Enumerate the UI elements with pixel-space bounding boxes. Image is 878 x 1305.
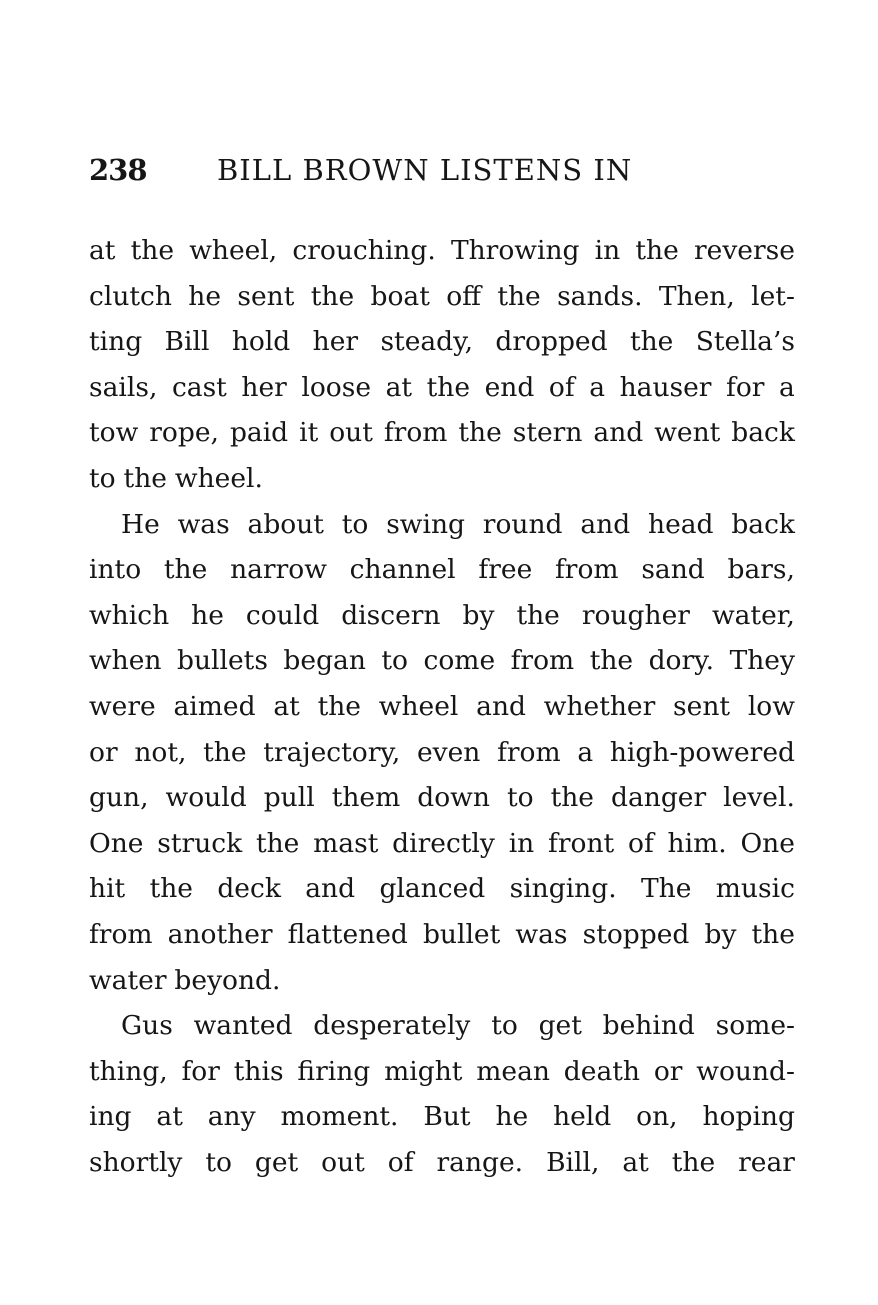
text-line: from another flattened bullet was stopped by the	[89, 918, 795, 950]
text-line: Gus wanted desperately to get behind some-	[121, 1010, 795, 1042]
text-line: which he could discern by the rougher water,	[89, 599, 795, 631]
text-line: at the wheel, crouching. Throwing in the reverse	[89, 235, 795, 266]
paragraph	[89, 502, 795, 1004]
text-line: One struck the mast directly in front of him. One	[89, 827, 795, 859]
body-text	[89, 228, 795, 1185]
text-line: to the wheel.	[89, 462, 263, 494]
paragraph	[89, 228, 795, 502]
paragraph	[89, 1003, 795, 1185]
text-line: thing, for this firing might mean death or wound-	[89, 1055, 795, 1087]
text-line: gun, would pull them down to the danger level.	[89, 782, 795, 814]
text-line: were aimed at the wheel and whether sent low	[89, 690, 795, 722]
page-number: 238	[89, 153, 147, 187]
text-line: water beyond.	[89, 964, 281, 996]
text-line: hit the deck and glanced singing. The music	[89, 873, 795, 905]
running-header	[89, 153, 795, 193]
text-line: sails, cast her loose at the end of a hauser for a	[89, 371, 795, 403]
text-line: clutch he sent the boat off the sands. Then, let-	[89, 280, 795, 312]
text-line: ting Bill hold her steady, dropped the Stella’s	[89, 326, 795, 358]
text-line: He was about to swing round and head back	[121, 508, 795, 540]
text-line: or not, the trajectory, even from a high-powered	[89, 736, 795, 768]
running-title: BILL BROWN LISTENS IN	[217, 153, 633, 187]
text-line: when bullets began to come from the dory. They	[89, 645, 795, 677]
text-line: tow rope, paid it out from the stern and went back	[89, 417, 795, 449]
text-line: shortly to get out of range. Bill, at the rear	[89, 1146, 795, 1178]
text-line: ing at any moment. But he held on, hoping	[89, 1101, 795, 1133]
text-line: into the narrow channel free from sand bars,	[89, 554, 795, 586]
